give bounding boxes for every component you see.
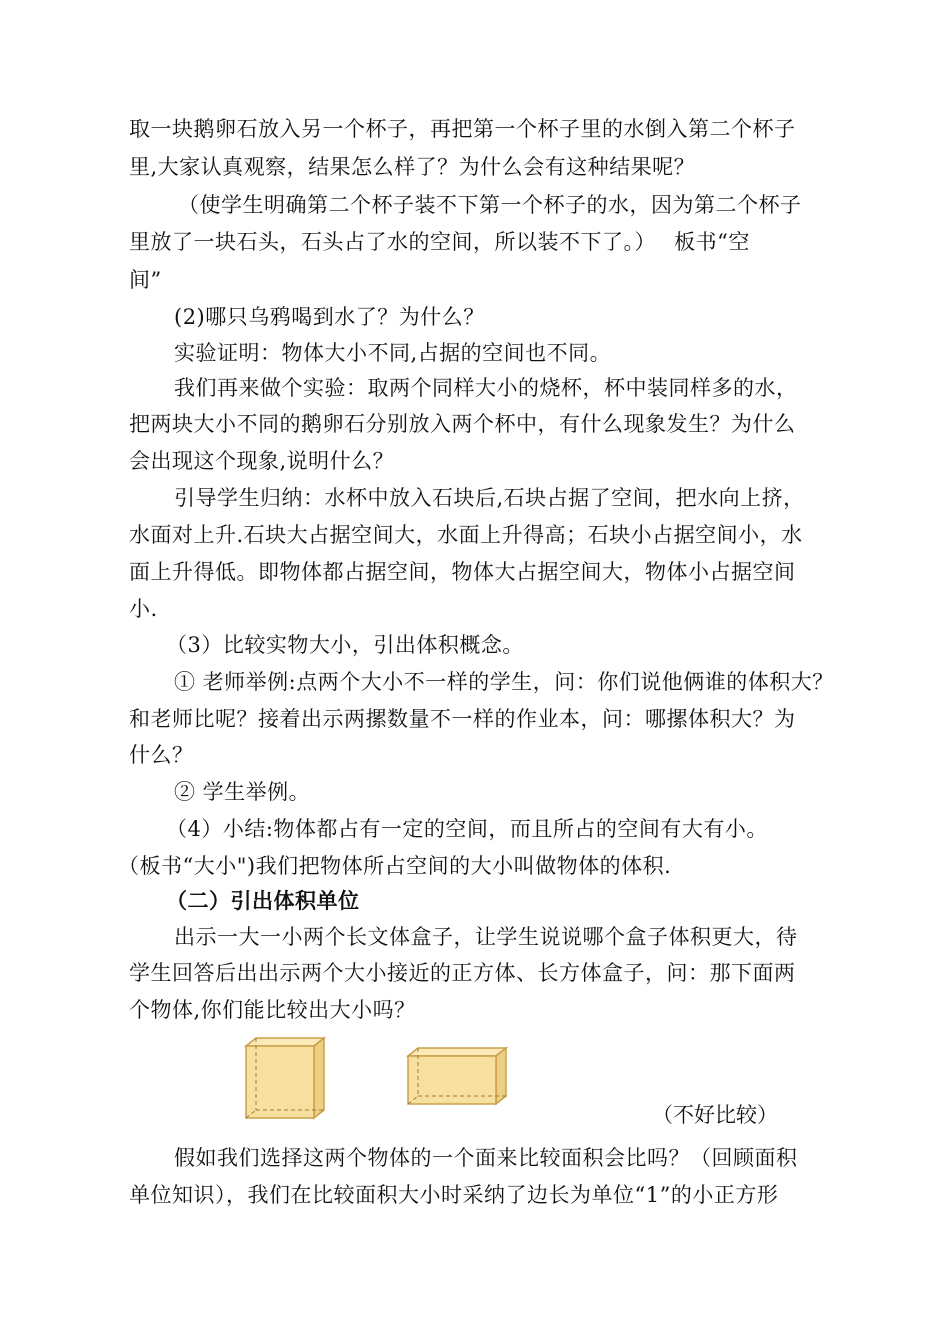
text-line: 取一块鹅卵石放入另一个杯子，再把第一个杯子里的水倒入第二个杯子 xyxy=(129,117,796,141)
text-line: 面上升得低。即物体都占据空间，物体大占据空间大，物体小占据空间 xyxy=(129,560,796,584)
text-line: 里放了一块石头，石头占了水的空间，所以装不下了。） 板书“空 xyxy=(129,230,750,254)
text-line: （4）小结:物体都占有一定的空间，而且所占的空间有大有小。 xyxy=(166,817,768,841)
text-line: （板书“大小")我们把物体所占空间的大小叫做物体的体积. xyxy=(118,854,672,878)
text-line: 出示一大一小两个长文体盒子，让学生说说哪个盒子体积更大，待 xyxy=(174,925,798,949)
text-line: 个物体,你们能比较出大小吗？ xyxy=(129,998,416,1022)
text-line: 里,大家认真观察，结果怎么样了？为什么会有这种结果呢？ xyxy=(129,155,696,179)
figure-caption: （不好比较） xyxy=(652,1103,778,1127)
text-line: 假如我们选择这两个物体的一个面来比较面积会比吗？（回顾面积 xyxy=(174,1146,798,1170)
text-line: （3）比较实物大小，引出体积概念。 xyxy=(166,633,524,657)
text-line: 和老师比呢？接着出示两摞数量不一样的作业本，问：哪摞体积大？为 xyxy=(129,707,796,731)
text-line: 小. xyxy=(129,597,158,621)
text-line: 把两块大小不同的鹅卵石分别放入两个杯中，有什么现象发生？为什么 xyxy=(129,412,796,436)
cuboid-box-illustration xyxy=(402,1044,512,1108)
text-line: 什么？ xyxy=(129,743,194,767)
text-line: 会出现这个现象,说明什么？ xyxy=(129,449,395,473)
text-line: 水面对上升.石块大占据空间大，水面上升得高；石块小占据空间小，水 xyxy=(129,523,803,547)
cube-box-illustration xyxy=(240,1036,330,1122)
text-line: 单位知识），我们在比较面积大小时采纳了边长为单位“1”的小正方形 xyxy=(129,1183,779,1207)
text-line: 学生回答后出出示两个大小接近的正方体、长方体盒子，问：那下面两 xyxy=(129,961,796,985)
text-line: 引导学生归纳：水杯中放入石块后,石块占据了空间，把水向上挤， xyxy=(174,486,805,510)
text-line: 实验证明：物体大小不同,占据的空间也不同。 xyxy=(174,341,612,365)
text-line: ② 学生举例。 xyxy=(174,780,311,804)
text-line: （使学生明确第二个杯子装不下第一个杯子的水，因为第二个杯子 xyxy=(178,193,802,217)
text-line: (2)哪只乌鸦喝到水了？为什么？ xyxy=(174,305,485,329)
text-line: ① 老师举例:点两个大小不一样的学生，问：你们说他俩谁的体积大？ xyxy=(174,670,834,694)
section-heading: （二）引出体积单位 xyxy=(166,889,360,913)
text-line: 我们再来做个实验：取两个同样大小的烧杯，杯中装同样多的水， xyxy=(174,376,798,400)
text-line: 间” xyxy=(129,268,162,292)
